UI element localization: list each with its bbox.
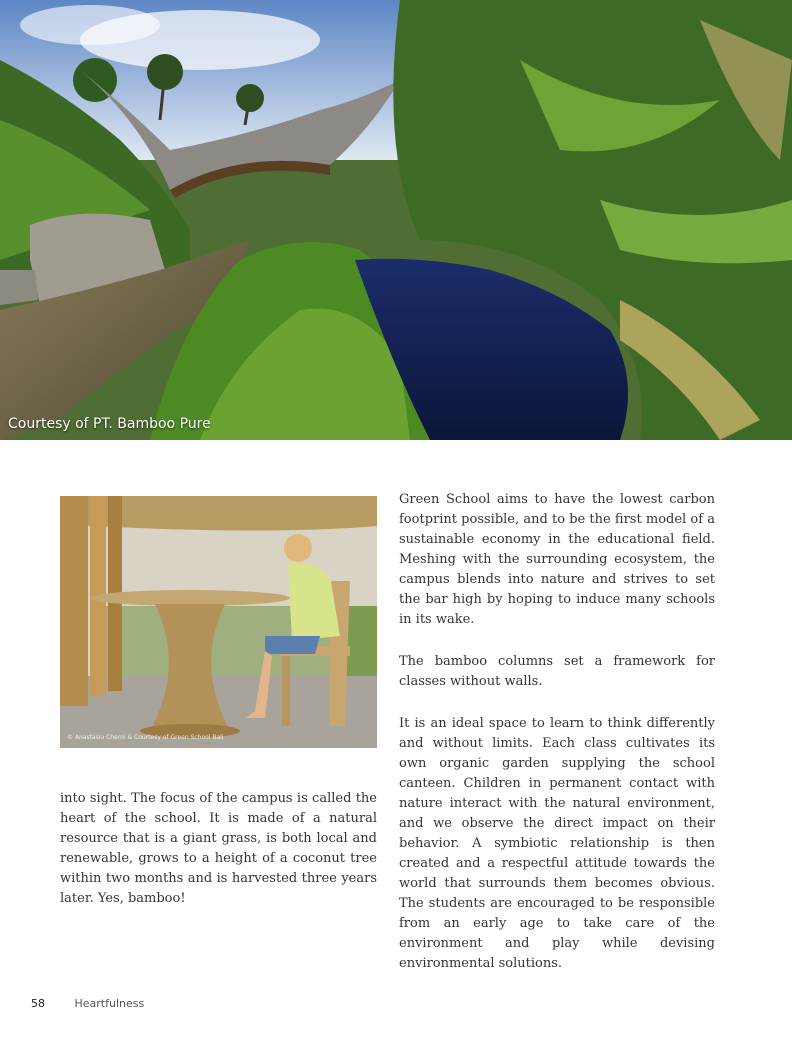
- right-paragraph-3: It is an ideal space to learn to think differently and without limits. Each class cultivates its own organic garden supplying the school canteen. Children in permanent contact with nature interact with the natural environment, and we observe the direct impact on their behavior. A symbiotic relationship is then created and a respectful attitude towards the world that surrounds them becomes obvious. The students are encouraged to be responsible from an early age to take care of the environment and play while devising environmental solutions.: [399, 716, 715, 971]
- right-paragraph-1: Green School aims to have the lowest carbon footprint possible, and to be the first model of a sustainable economy in the educational field. Meshing with the surrounding ecosystem, the campus blends into nature and strives to set the bar high by hoping to induce many schools in its wake.: [399, 492, 715, 627]
- right-paragraph-2: The bamboo columns set a framework for classes without walls.: [399, 654, 715, 689]
- left-column: [60, 789, 377, 931]
- page-footer: [31, 997, 144, 1010]
- inset-illustration: [60, 496, 377, 748]
- page-number: 58: [31, 997, 45, 1010]
- inset-photo-credit: © Anastasia Cherni & Courtesy of Green School Bali: [67, 734, 224, 741]
- magazine-name: Heartfulness: [74, 997, 145, 1010]
- right-column: [399, 490, 715, 996]
- hero-illustration: [0, 0, 792, 440]
- hero-photo-credit: Courtesy of PT. Bamboo Pure: [8, 416, 211, 432]
- inset-photo: [60, 496, 377, 748]
- left-paragraph: into sight. The focus of the campus is called the heart of the school. It is made of a natural resource that is a giant grass, is both local and renewable, grows to a height of a coconut tree within two months and is harvested three years later. Yes, bamboo!: [60, 791, 377, 906]
- hero-photo: [0, 0, 792, 440]
